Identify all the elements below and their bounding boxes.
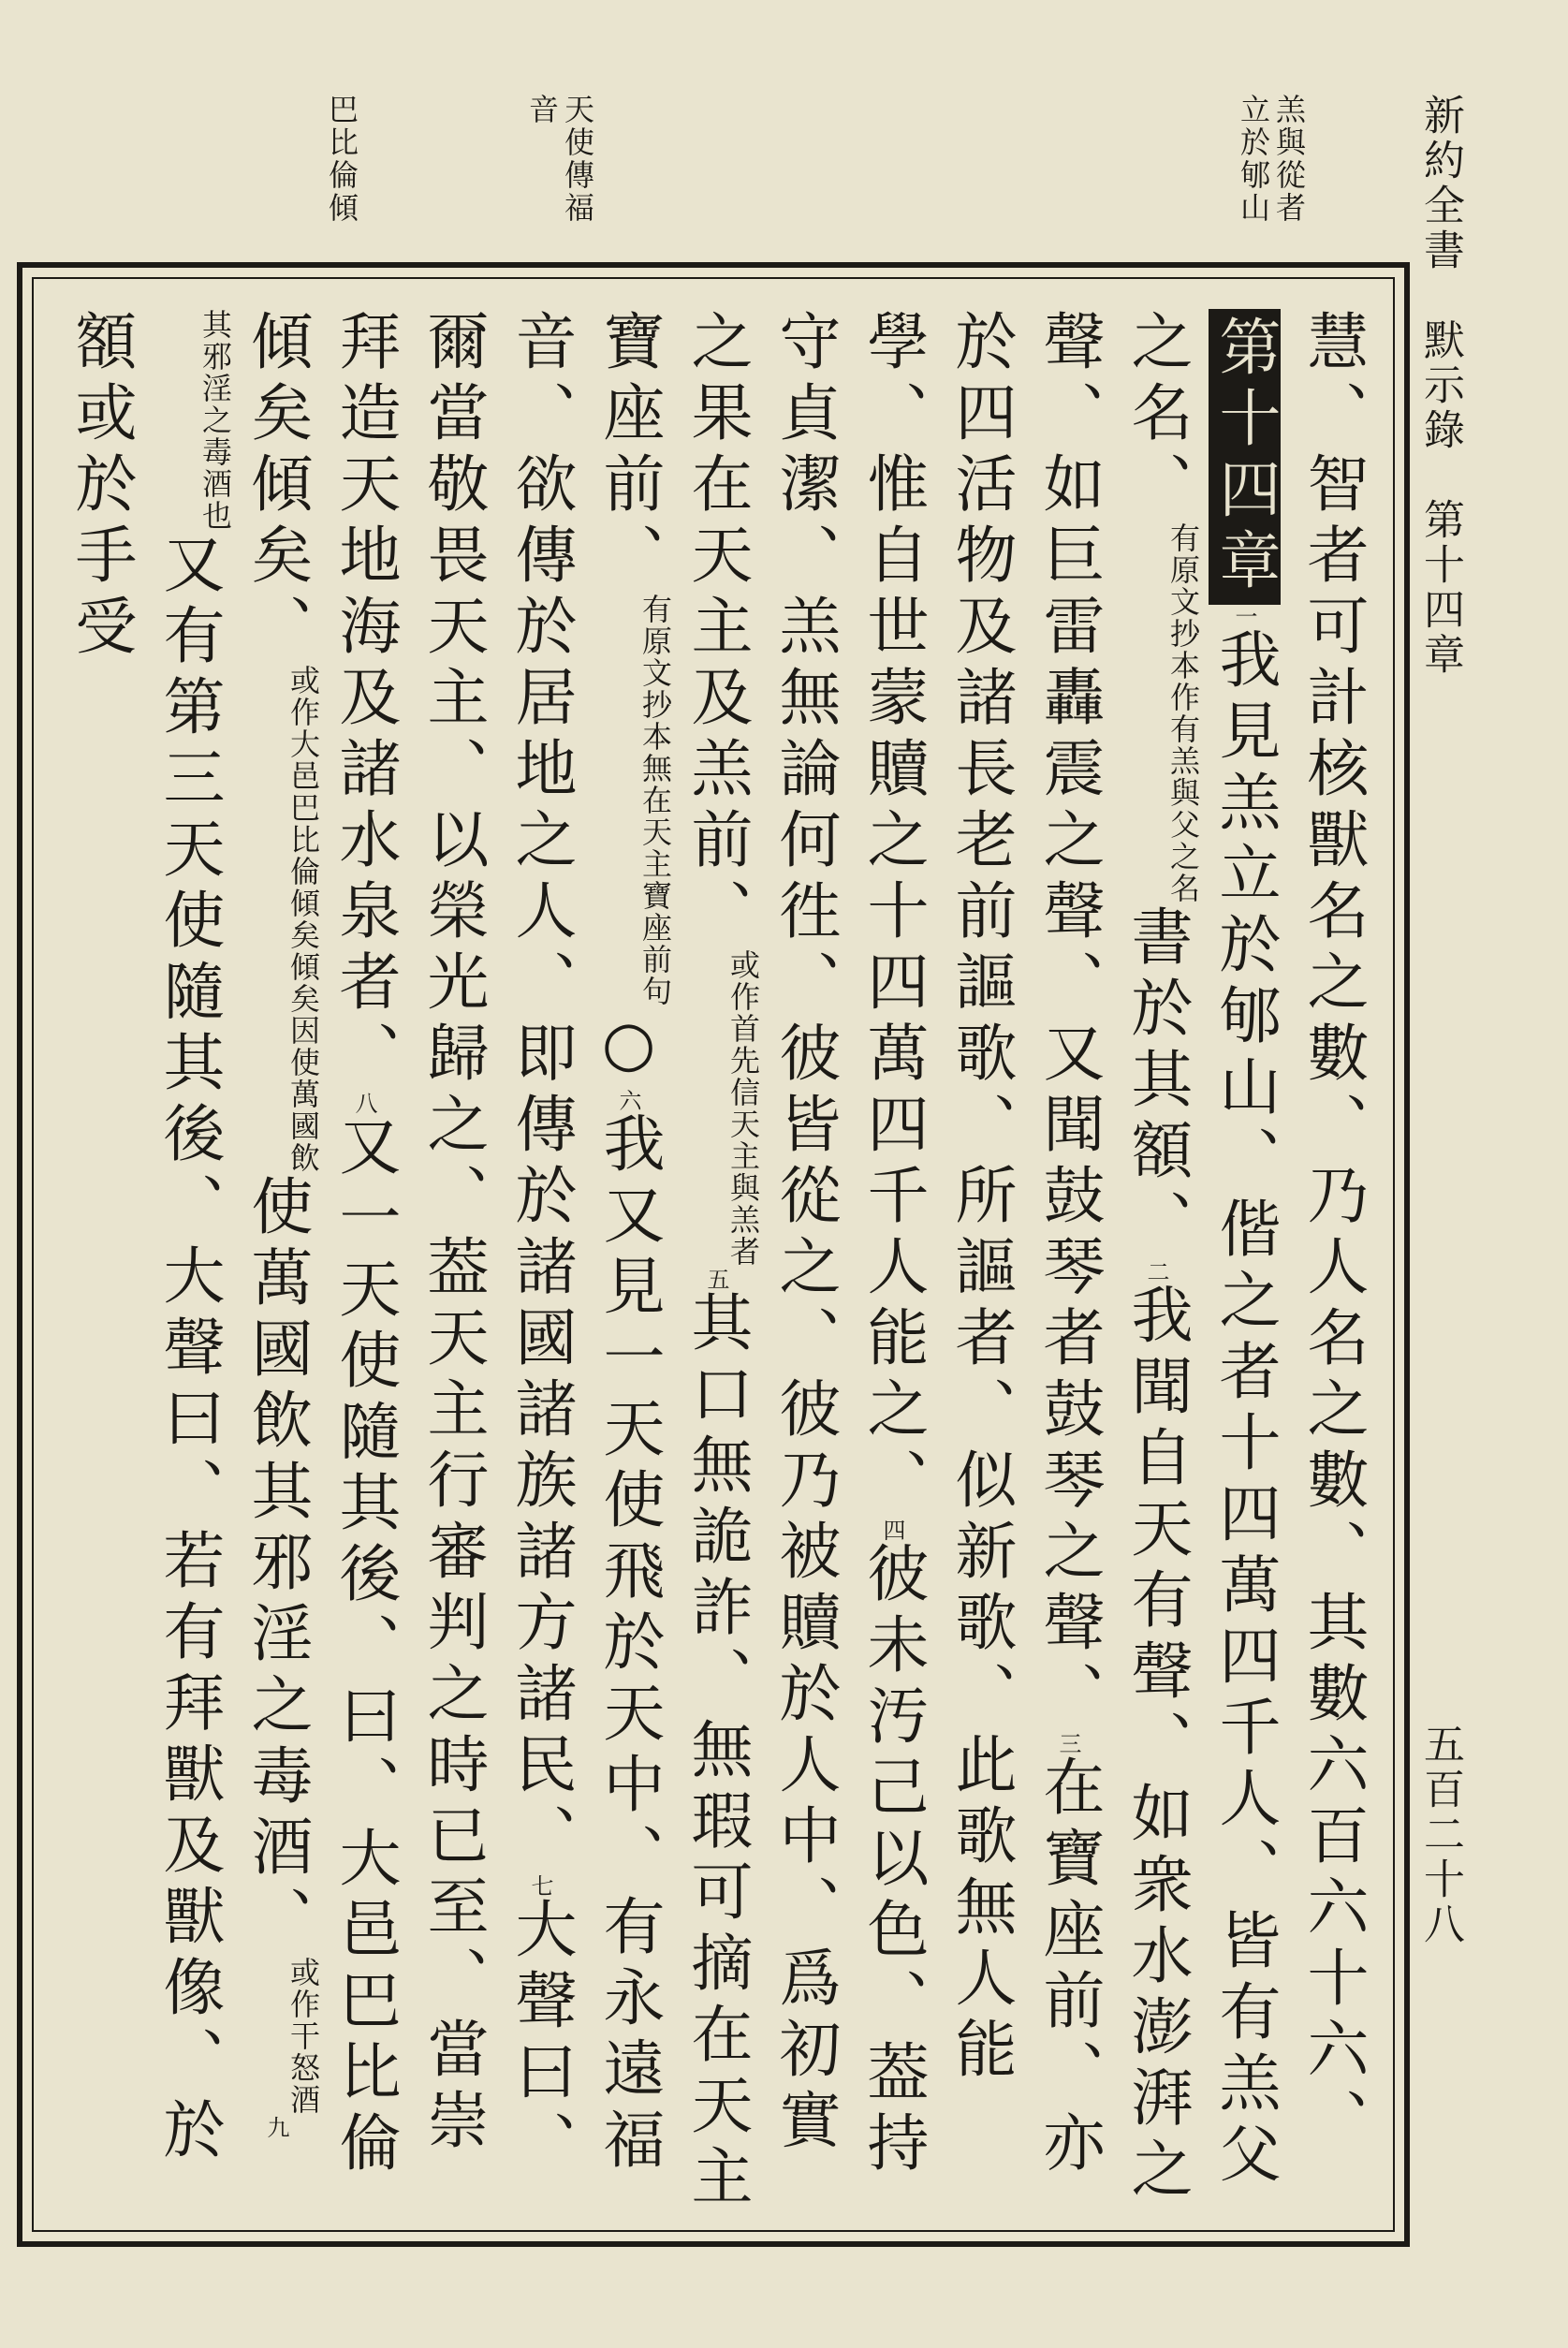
verse-text: 在寶座前、亦於四活物及諸長老前謳歌、所謳者、似新歌、此歌無人能學、惟自世蒙贖之十四萬四千人能之、 [857, 309, 1105, 2181]
margin-note-line: 羔與從者 [1271, 94, 1307, 225]
verse-number: 四 [879, 1519, 905, 1541]
page-number: 五百二十八 [1416, 1723, 1464, 1947]
verse-text: 書於其額、 [1121, 904, 1193, 1260]
margin-note-lamb-mount [1236, 94, 1307, 225]
textual-note: 其邪淫之毒酒也 [198, 309, 233, 532]
textual-note: 有原文抄 [1165, 522, 1201, 650]
margin-note-angel-gospel [524, 94, 595, 225]
verse-text: 使萬國飲其邪淫之毒酒、 [241, 1174, 313, 1957]
running-title: 新約全書 默示錄 第十四章 [1416, 94, 1464, 678]
verse-text: 又有第三天使隨其後、大聲曰、若有拜獸及獸像、於額或於手受 [65, 309, 225, 2168]
margin-note-line: 立於郇山 [1236, 94, 1271, 225]
verse-text: 其口無詭詐、無瑕可摘在天主寶座前、 [593, 309, 753, 2215]
verse-number: 八 [351, 1092, 377, 1114]
section-circle-mark: ○ [593, 1007, 665, 1089]
verse-text: 大聲曰、爾當敬畏天主、以榮光歸之、葢天主行審判之時已至、當崇拜造天地海及諸水泉者、 [329, 309, 577, 2181]
chapter-heading: 第十四章 [1209, 309, 1281, 605]
textual-note: 或作干怒酒 [286, 1957, 321, 2116]
textual-note: 有原文抄本無在天主寶座前句 [637, 594, 673, 1007]
verse-text: 彼未汚己以色、葢持守貞潔、羔無論何徃、彼皆從之、彼乃被贖於人中、爲初實之果在天主及羔前、 [681, 309, 929, 2181]
verse-number: 二 [1143, 1260, 1169, 1283]
textual-note: 或作大邑巴比倫傾矣傾矣因使萬國飲 [286, 665, 321, 1174]
verse-text: 慧、智者可計核獸名之數、乃人名之數、其數六百六十六、 [1297, 309, 1369, 2159]
verse-number: 六 [615, 1089, 641, 1111]
verse-number: 七 [527, 1874, 553, 1897]
verse-number: 五 [703, 1268, 729, 1290]
verse-text: 我見羔立於郇山、偕之者十四萬四千人、皆有羔父之名、 [1121, 309, 1281, 2193]
margin-note-line: 天使傳福 [560, 94, 595, 225]
textual-note: 本作有羔與父之名 [1165, 650, 1201, 904]
verse-text: 我又見一天使飛於天中、有永遠福音、欲傳於居地之人、即傳於諸國諸族諸方諸民、 [505, 309, 665, 2179]
verse-number: 九 [263, 2116, 289, 2138]
margin-note-line: 音 [524, 94, 560, 126]
margin-note-line: 巴比倫傾 [324, 94, 359, 225]
margin-note-babylon [324, 94, 359, 225]
verse-text: 又一天使隨其後、曰、大邑巴比倫傾矣傾矣、 [241, 309, 401, 2181]
verse-text: 我聞自天有聲、如衆水澎湃之聲、如巨雷轟震之聲、又聞鼓琴者鼓琴之聲、 [1033, 309, 1193, 2208]
verse-number: 三 [1055, 1732, 1081, 1754]
scripture-text [56, 309, 1376, 2219]
verse-number: 一 [1231, 605, 1257, 627]
textual-note: 或作首先信天主與羔者 [725, 949, 761, 1268]
